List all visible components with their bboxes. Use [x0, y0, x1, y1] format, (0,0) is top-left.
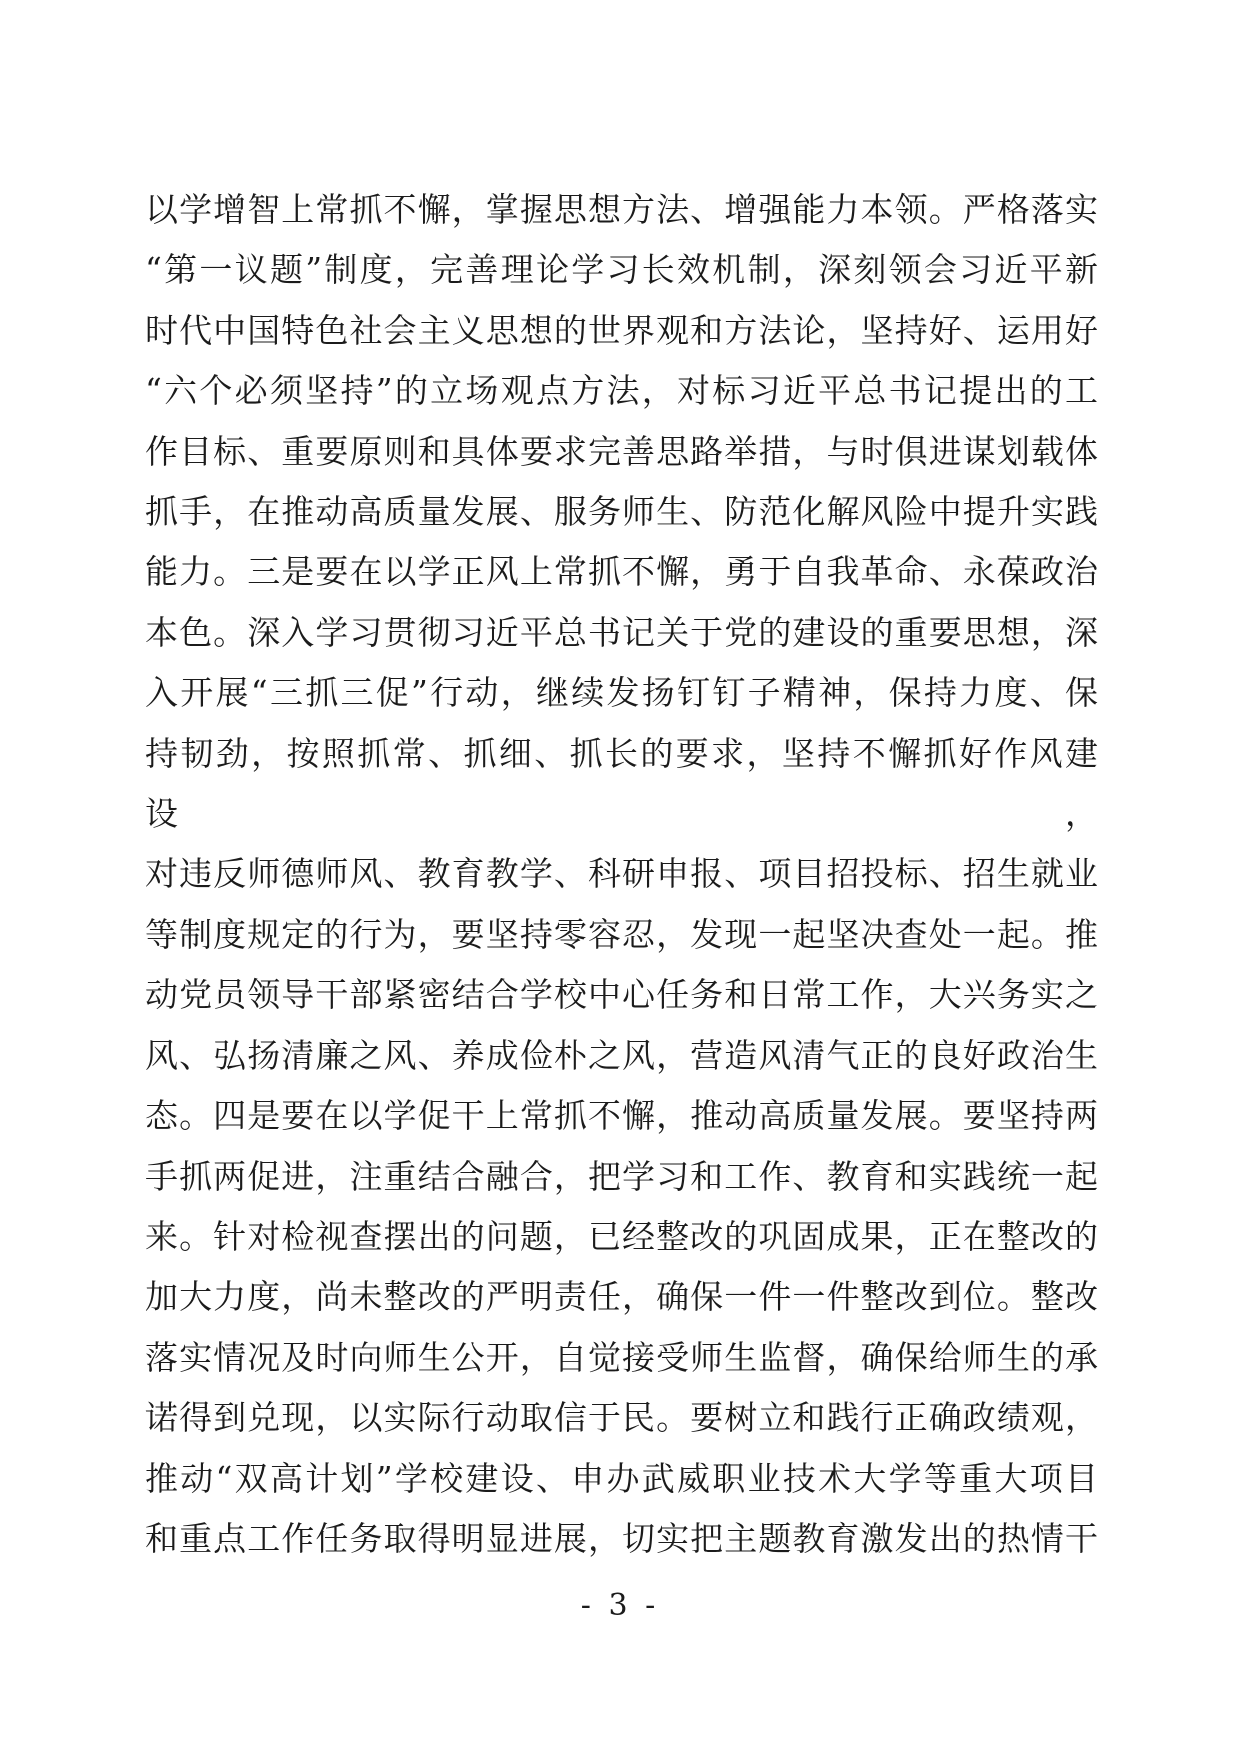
text-line: 对违反师德师风、教育教学、科研申报、项目招投标、招生就业 [145, 854, 1098, 894]
text-line: 作目标、重要原则和具体要求完善思路举措，与时俱进谋划载体 [145, 431, 1098, 471]
text-line: 动党员领导干部紧密结合学校中心任务和日常工作，大兴务实之 [145, 975, 1098, 1015]
text-line: 能力。三是要在以学正风上常抓不懈，勇于自我革命、永葆政治 [145, 552, 1098, 592]
text-line: 时代中国特色社会主义思想的世界观和方法论，坚持好、运用好 [145, 310, 1098, 350]
text-line: 风、弘扬清廉之风、养成俭朴之风，营造风清气正的良好政治生 [145, 1035, 1098, 1075]
text-line: 推动“双高计划”学校建设、申办武威职业技术大学等重大项目 [145, 1458, 1098, 1498]
text-line: 持韧劲，按照抓常、抓细、抓长的要求，坚持不懈抓好作风建设， [145, 733, 1098, 834]
text-line: 等制度规定的行为，要坚持零容忍，发现一起坚决查处一起。推 [145, 914, 1098, 954]
text-line: 本色。深入学习贯彻习近平总书记关于党的建设的重要思想，深 [145, 612, 1098, 652]
text-line: 和重点工作任务取得明显进展，切实把主题教育激发出的热情干 [145, 1518, 1098, 1558]
text-line: 态。四是要在以学促干上常抓不懈，推动高质量发展。要坚持两 [145, 1096, 1098, 1136]
text-line: “第一议题”制度，完善理论学习长效机制，深刻领会习近平新 [145, 250, 1098, 290]
text-line: 诺得到兑现，以实际行动取信于民。要树立和践行正确政绩观， [145, 1398, 1098, 1438]
text-line: 以学增智上常抓不懈，掌握思想方法、增强能力本领。严格落实 [145, 190, 1098, 229]
page-number: - 3 - [580, 1588, 660, 1623]
text-line: 来。针对检视查摆出的问题，已经整改的巩固成果，正在整改的 [145, 1216, 1098, 1256]
text-line: 入开展“三抓三促”行动，继续发扬钉钉子精神，保持力度、保 [145, 673, 1098, 713]
text-line: 抓手，在推动高质量发展、服务师生、防范化解风险中提升实践 [145, 492, 1098, 532]
text-line: 加大力度，尚未整改的严明责任，确保一件一件整改到位。整改 [145, 1277, 1098, 1317]
text-line: 手抓两促进，注重结合融合，把学习和工作、教育和实践统一起 [145, 1156, 1098, 1196]
document-text-block [145, 180, 1098, 1569]
text-line: “六个必须坚持”的立场观点方法，对标习近平总书记提出的工 [145, 371, 1098, 411]
text-line: 落实情况及时向师生公开，自觉接受师生监督，确保给师生的承 [145, 1337, 1098, 1377]
